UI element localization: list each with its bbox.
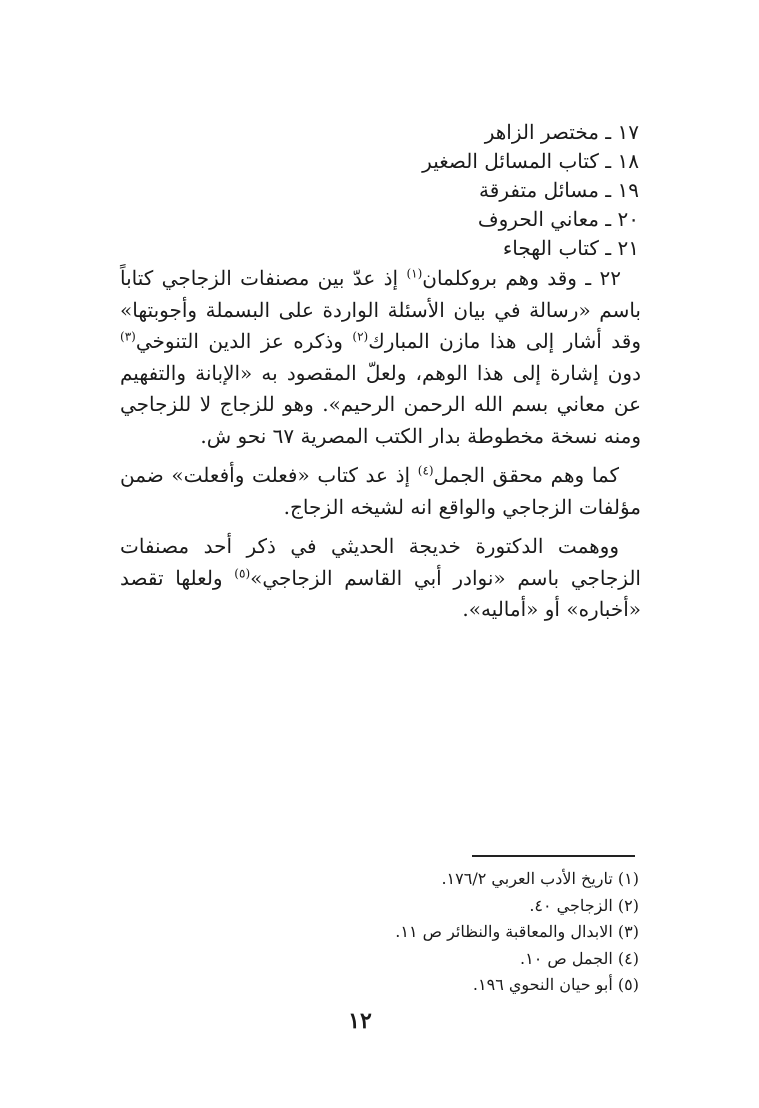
list-item: ١٧ ـ مختصر الزاهر	[484, 120, 639, 144]
list-item: ٢٠ ـ معاني الحروف	[477, 207, 639, 231]
footnote-marker: (٤)	[417, 463, 434, 478]
text-run: ٢٢ ـ وقد وهم بروكلمان	[422, 266, 621, 290]
footnote-marker: (٥)	[234, 565, 251, 580]
text-run: دون إشارة إلى هذا الوهم، ولعلّ المقصود به «الإبانة والتفهيم عن معاني بسم الله الرحمن الرحيم». وهو للزجاج لا للزجاجي ومنه نسخة مخطوطة بدار الكتب المصرية ٦٧ نحو ش.	[120, 360, 641, 448]
footnote: (٣) الابدال والمعاقبة والنظائر ص ١١.	[395, 922, 639, 941]
list-item: ١٩ ـ مسائل متفرقة	[479, 178, 639, 202]
text-run: كما وهم محقق الجمل	[433, 463, 619, 487]
paragraph-jumal-editor	[120, 460, 641, 523]
footnote: (٢) الزجاجي ٤٠.	[529, 895, 639, 915]
footnote-separator	[472, 855, 635, 857]
text-run: ولعلها تقصد «أخباره» أو «أماليه».	[120, 565, 641, 621]
main-text	[120, 263, 641, 634]
page-number: ١٢	[348, 1008, 372, 1034]
paragraph-khadija-hadithi	[120, 531, 641, 626]
footnote-marker: (١)	[406, 266, 423, 281]
paragraph-brockelmann	[120, 263, 641, 452]
text-run: ووهمت الدكتورة خديجة الحديثي في ذكر أحد مصنفات الزجاجي باسم «نوادر أبي القاسم الزجاجي»	[120, 534, 641, 590]
footnote: (١) تاريخ الأدب العربي ١٧٦/٢.	[441, 869, 639, 888]
footnotes	[239, 866, 639, 999]
list-item: ٢١ ـ كتاب الهجاء	[502, 236, 639, 260]
footnote-marker: (٣)	[120, 329, 136, 344]
text-run: إذ عد كتاب «فعلت وأفعلت» ضمن مؤلفات الزجاجي والواقع انه لشيخه الزجاج.	[120, 463, 641, 519]
list-item: ١٨ ـ كتاب المسائل الصغير	[422, 149, 639, 173]
footnote: (٥) أبو حيان النحوي ١٩٦.	[472, 975, 639, 994]
works-list	[189, 118, 639, 263]
text-run: إذ عدّ بين مصنفات الزجاجي كتاباً باسم «رسالة في بيان الأسئلة الواردة على البسملة وأجوبتها» وقد أشار إلى هذا مازن المبارك	[120, 266, 641, 353]
footnote: (٤) الجمل ص ١٠.	[520, 948, 639, 968]
text-run: وذكره عز الدين التنوخي	[135, 329, 353, 353]
footnote-marker: (٢)	[352, 329, 369, 344]
